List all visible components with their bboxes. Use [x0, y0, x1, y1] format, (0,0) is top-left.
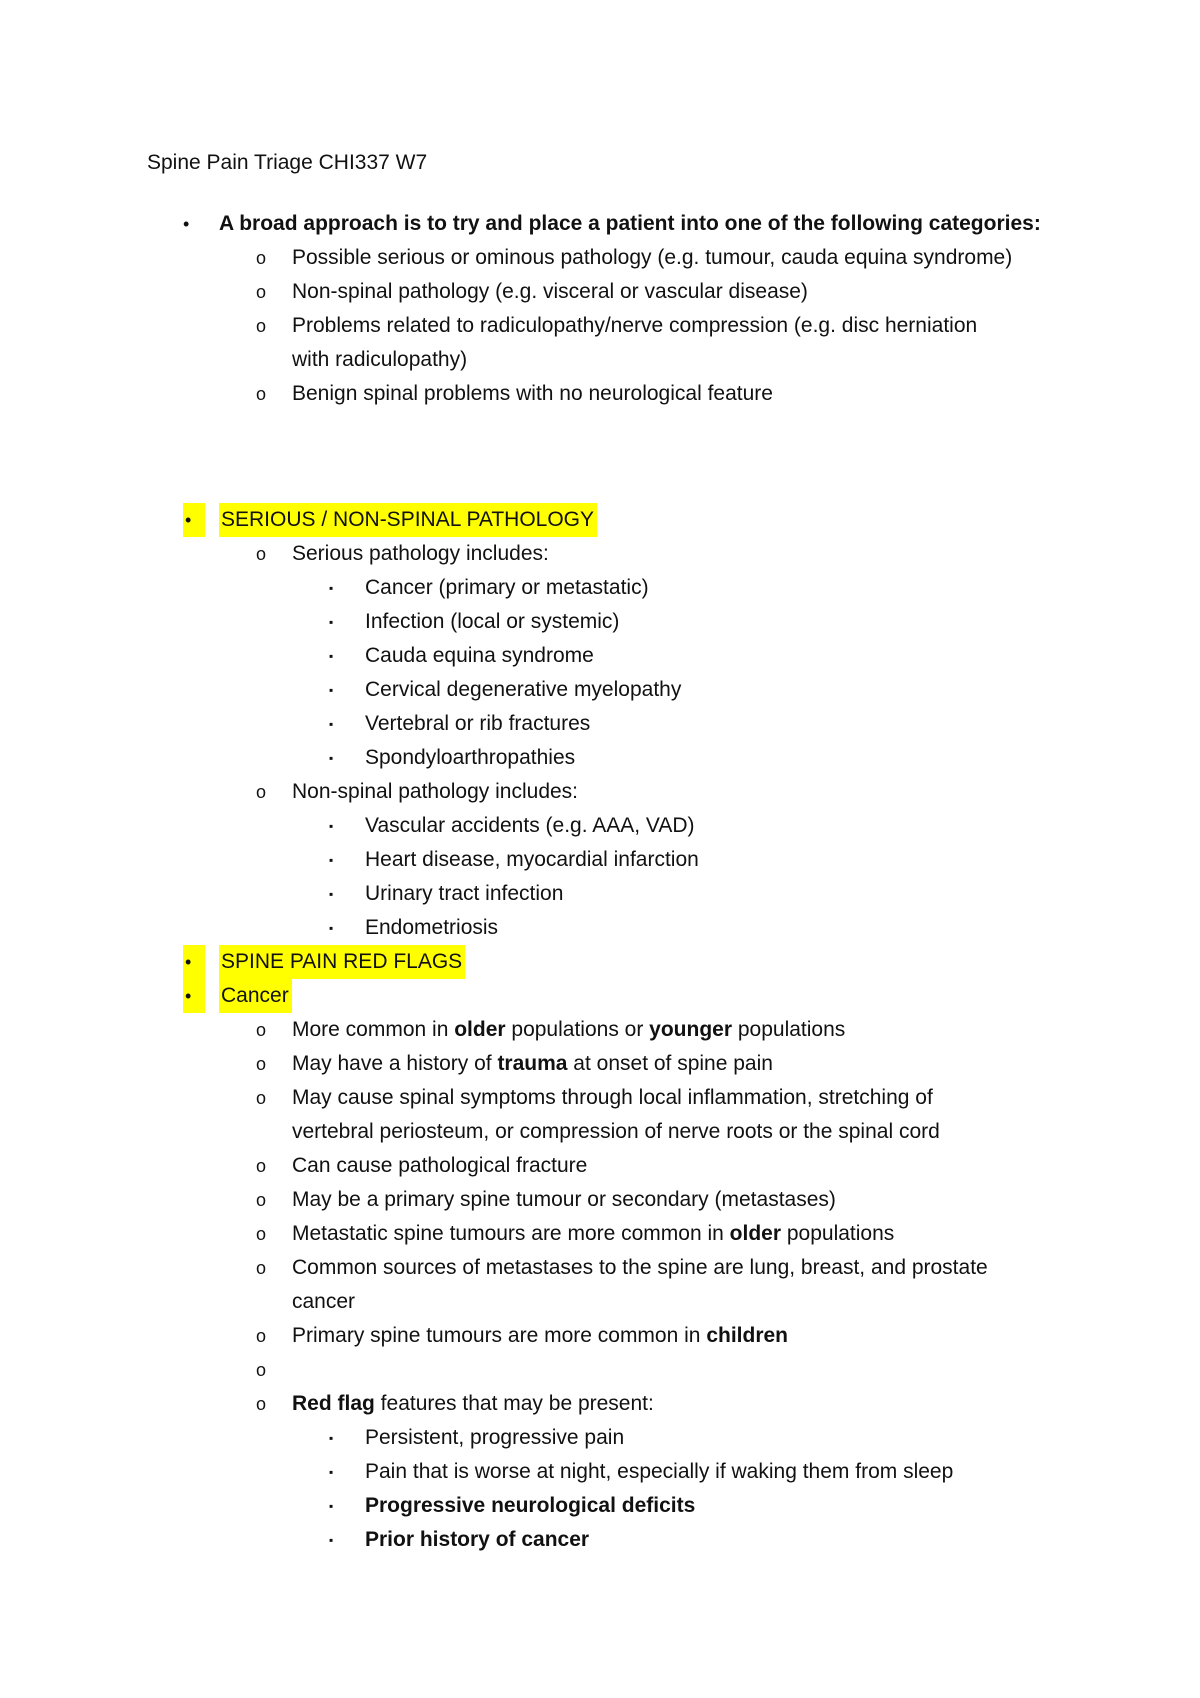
text-run: Metastatic spine tumours are more common in	[292, 1222, 730, 1245]
square-marker: ▪	[329, 649, 334, 663]
red-flag-feature-text: Pain that is worse at night, especially if waking them from sleep	[365, 1460, 954, 1483]
text-run: Primary spine tumours are more common in	[292, 1324, 707, 1347]
text-run: populations	[781, 1222, 895, 1245]
square-marker: ▪	[329, 581, 334, 595]
square-marker: ▪	[329, 1431, 334, 1445]
bullet-marker: •	[183, 979, 205, 1013]
text-run: populations	[732, 1018, 846, 1041]
square-marker: ▪	[329, 1465, 334, 1479]
text-run: populations or	[505, 1018, 650, 1041]
serious-item-text: Cancer (primary or metastatic)	[365, 576, 649, 599]
document-title: Spine Pain Triage CHI337 W7	[147, 151, 428, 174]
circle-marker: o	[256, 1088, 267, 1108]
nonspinal-item-text: Vascular accidents (e.g. AAA, VAD)	[365, 814, 695, 837]
cancer-item-text: May be a primary spine tumour or secondary (metastases)	[292, 1188, 836, 1211]
serious-label: Serious pathology includes:	[292, 542, 549, 565]
cancer-item-text: May cause spinal symptoms through local inflammation, stretching of	[292, 1086, 933, 1109]
bold-run: younger	[649, 1018, 733, 1041]
circle-marker: o	[256, 1326, 267, 1346]
square-marker: ▪	[329, 887, 334, 901]
circle-marker: o	[256, 282, 267, 302]
circle-marker: o	[256, 248, 267, 268]
circle-marker: o	[256, 782, 267, 802]
square-marker: ▪	[329, 717, 334, 731]
bold-run: children	[706, 1324, 788, 1347]
circle-marker: o	[256, 1360, 267, 1380]
serious-item-text: Cauda equina syndrome	[365, 644, 594, 667]
intro-item-text: Problems related to radiculopathy/nerve compression (e.g. disc herniation	[292, 314, 978, 337]
circle-marker: o	[256, 384, 267, 404]
square-marker: ▪	[329, 819, 334, 833]
cancer-item-text: Can cause pathological fracture	[292, 1154, 588, 1177]
bold-run: Red flag	[292, 1392, 375, 1415]
circle-marker: o	[256, 1394, 267, 1414]
square-marker: ▪	[329, 683, 334, 697]
nonspinal-item-text: Urinary tract infection	[365, 882, 564, 905]
cancer-item-text	[292, 1387, 654, 1421]
cancer-item-text	[292, 1217, 894, 1251]
square-marker: ▪	[329, 615, 334, 629]
serious-item-text: Infection (local or systemic)	[365, 610, 620, 633]
bold-run: trauma	[497, 1052, 568, 1075]
serious-heading: SERIOUS / NON-SPINAL PATHOLOGY	[219, 503, 597, 537]
red-flag-feature-text: Prior history of cancer	[365, 1528, 590, 1551]
bullet-marker: •	[183, 945, 205, 979]
square-marker: ▪	[329, 853, 334, 867]
red-flags-heading: SPINE PAIN RED FLAGS	[219, 945, 465, 979]
cancer-item-text: Common sources of metastases to the spine are lung, breast, and prostate	[292, 1256, 988, 1279]
intro-item-text: Possible serious or ominous pathology (e.g. tumour, cauda equina syndrome)	[292, 246, 1013, 269]
intro-item-text: Non-spinal pathology (e.g. visceral or vascular disease)	[292, 280, 808, 303]
serious-item-text: Cervical degenerative myelopathy	[365, 678, 682, 701]
intro-item-text: Benign spinal problems with no neurological feature	[292, 382, 773, 405]
serious-item-text: Vertebral or rib fractures	[365, 712, 591, 735]
cancer-item-text	[292, 1013, 845, 1047]
text-run: May have a history of	[292, 1052, 498, 1075]
bold-run: older	[454, 1018, 506, 1041]
bold-run: older	[729, 1222, 782, 1245]
square-marker: ▪	[329, 1499, 334, 1513]
red-flag-feature-text: Progressive neurological deficits	[365, 1494, 696, 1517]
nonspinal-item-text: Heart disease, myocardial infarction	[365, 848, 699, 871]
nonspinal-label: Non-spinal pathology includes:	[292, 780, 579, 803]
circle-marker: o	[256, 1156, 267, 1176]
nonspinal-item-text: Endometriosis	[365, 916, 499, 939]
cancer-item-text	[292, 1319, 788, 1353]
bullet-marker: •	[183, 503, 205, 537]
square-marker: ▪	[329, 751, 334, 765]
cancer-item-continuation: cancer	[292, 1290, 356, 1313]
circle-marker: o	[256, 544, 267, 564]
circle-marker: o	[256, 1054, 267, 1074]
circle-marker: o	[256, 1190, 267, 1210]
serious-item-text: Spondyloarthropathies	[365, 746, 576, 769]
cancer-heading: Cancer	[219, 979, 292, 1013]
intro-lead: A broad approach is to try and place a patient into one of the following categories:	[219, 212, 1041, 235]
text-run: at onset of spine pain	[567, 1052, 773, 1075]
circle-marker: o	[256, 1224, 267, 1244]
circle-marker: o	[256, 1258, 267, 1278]
circle-marker: o	[256, 316, 267, 336]
cancer-item-text	[292, 1047, 773, 1081]
text-run: More common in	[292, 1018, 455, 1041]
red-flag-feature-text: Persistent, progressive pain	[365, 1426, 625, 1449]
circle-marker: o	[256, 1020, 267, 1040]
bullet-marker: •	[183, 214, 190, 234]
intro-item-continuation: with radiculopathy)	[292, 348, 468, 371]
square-marker: ▪	[329, 1533, 334, 1547]
text-run: features that may be present:	[374, 1392, 654, 1415]
cancer-item-continuation: vertebral periosteum, or compression of nerve roots or the spinal cord	[292, 1120, 940, 1143]
square-marker: ▪	[329, 921, 334, 935]
